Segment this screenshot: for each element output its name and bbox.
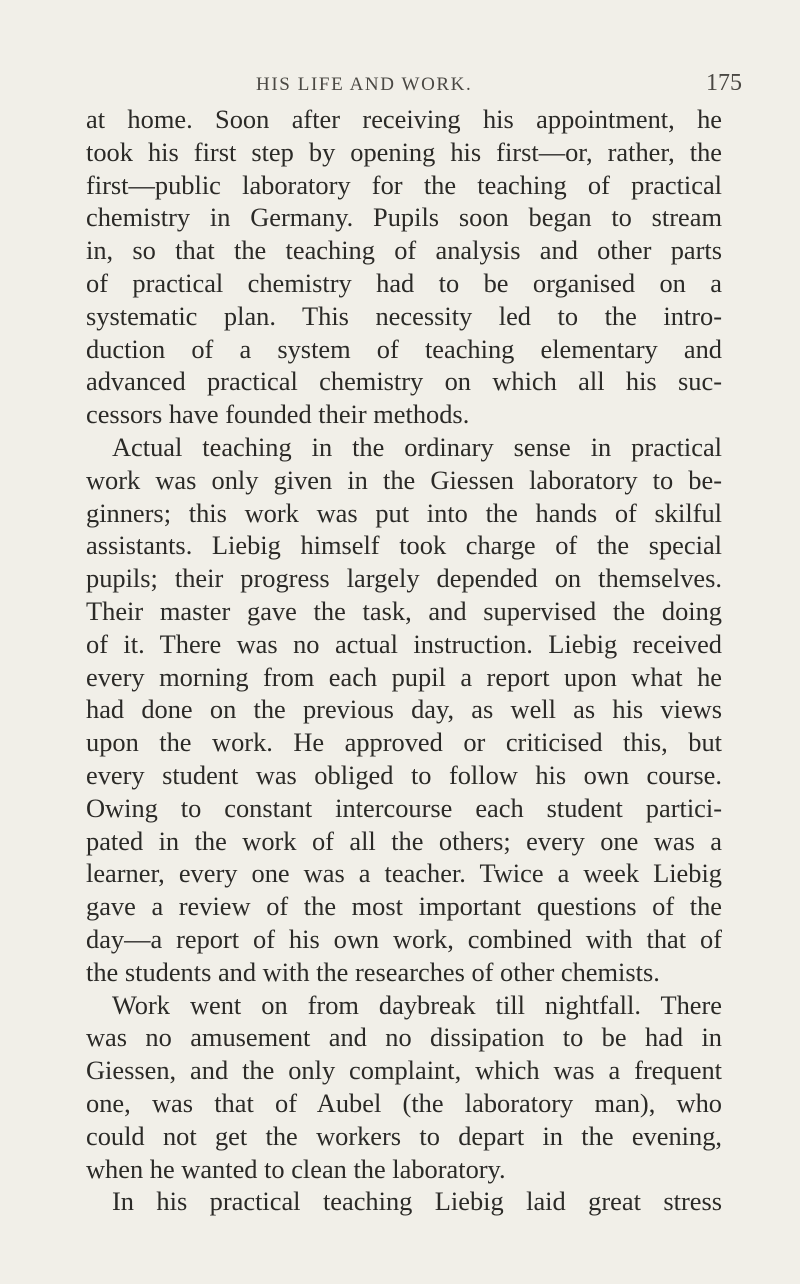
text-line: cessors have founded their methods. xyxy=(86,399,470,430)
text-line: of practical chemistry had to be organised on a xyxy=(86,267,722,298)
text-line: ginners; this work was put into the hands of skilful xyxy=(86,497,722,528)
text-line: pated in the work of all the others; every one was a xyxy=(86,825,722,856)
text-line: day—a report of his own work, combined with that of xyxy=(86,923,722,954)
paragraph xyxy=(86,431,722,989)
body-text xyxy=(86,103,722,1218)
paragraph xyxy=(86,989,722,1186)
text-line: Owing to constant intercourse each student partici- xyxy=(86,792,722,823)
text-line: systematic plan. This necessity led to the intro- xyxy=(86,300,722,331)
text-line: was no amusement and no dissipation to be had in xyxy=(86,1022,722,1053)
text-line: of it. There was no actual instruction. Liebig received xyxy=(86,628,722,659)
text-line: every student was obliged to follow his own course. xyxy=(86,759,722,790)
text-line: gave a review of the most important questions of the xyxy=(86,891,722,922)
text-line: when he wanted to clean the laboratory. xyxy=(86,1153,506,1184)
text-line: every morning from each pupil a report upon what he xyxy=(86,661,722,692)
text-line: upon the work. He approved or criticised this, but xyxy=(86,727,722,758)
text-line: first—public laboratory for the teaching of practical xyxy=(86,169,722,200)
text-line: learner, every one was a teacher. Twice a week Liebig xyxy=(86,858,722,889)
text-line: duction of a system of teaching elementary and xyxy=(86,333,722,364)
text-line: Actual teaching in the ordinary sense in practical xyxy=(112,431,722,462)
text-line: the students and with the researches of other chemists. xyxy=(86,956,660,987)
text-line: could not get the workers to depart in the evening, xyxy=(86,1120,722,1151)
text-line: took his first step by opening his first—or, rather, the xyxy=(86,136,722,167)
text-line: in, so that the teaching of analysis and other parts xyxy=(86,235,722,266)
text-line: assistants. Liebig himself took charge of the special xyxy=(86,530,722,561)
text-line: Giessen, and the only complaint, which was a frequent xyxy=(86,1055,722,1086)
text-line: Work went on from daybreak till nightfall. There xyxy=(112,989,722,1020)
paragraph xyxy=(86,103,722,431)
text-line: Their master gave the task, and supervised the doing xyxy=(86,595,722,626)
text-line: advanced practical chemistry on which all his suc- xyxy=(86,366,722,397)
page-number: 175 xyxy=(706,70,742,96)
text-line: chemistry in Germany. Pupils soon began to stream xyxy=(86,202,722,233)
text-line: pupils; their progress largely depended on themselves. xyxy=(86,563,722,594)
paragraph xyxy=(86,1185,722,1218)
text-line: In his practical teaching Liebig laid great stress xyxy=(112,1186,722,1217)
text-line: at home. Soon after receiving his appointment, he xyxy=(86,104,722,134)
text-line: one, was that of Aubel (the laboratory man), who xyxy=(86,1087,722,1118)
text-line: work was only given in the Giessen laboratory to be- xyxy=(86,464,722,495)
text-line: had done on the previous day, as well as his views xyxy=(86,694,722,725)
running-head: HIS LIFE AND WORK. xyxy=(256,74,473,95)
